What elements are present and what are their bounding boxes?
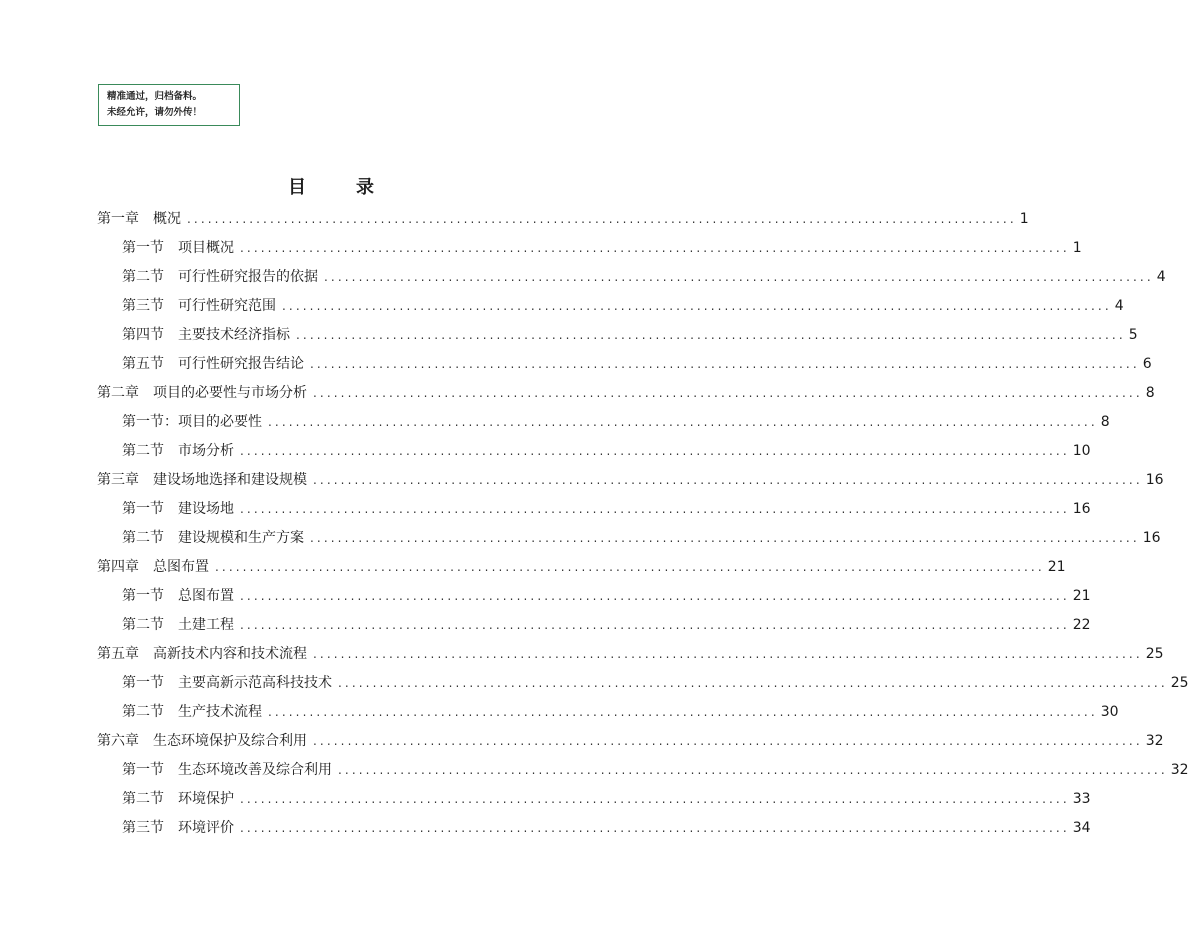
toc-page-number: 32 [1170, 762, 1189, 778]
toc-section-entry[interactable] [97, 756, 1189, 785]
toc-page-number: 8 [1145, 385, 1155, 401]
toc-page-number: 16 [1142, 530, 1161, 546]
toc-page-number: 21 [1047, 559, 1066, 575]
table-of-contents [97, 205, 1189, 843]
toc-chapter-entry[interactable] [97, 553, 1066, 582]
toc-entry-label: 第六章 生态环境保护及综合利用 [97, 733, 307, 749]
toc-dot-leader: ........................................................................................................................ [296, 328, 1126, 342]
toc-entry-label: 第二节 土建工程 [122, 617, 234, 633]
toc-entry-label: 第三章 建设场地选择和建设规模 [97, 472, 307, 488]
toc-dot-leader: ........................................................................................................................ [338, 676, 1168, 690]
toc-section-entry[interactable] [97, 234, 1082, 263]
toc-page-number: 16 [1145, 472, 1164, 488]
toc-dot-leader: ........................................................................................................................ [240, 792, 1070, 806]
stamp-line-2: 未经允许，请勿外传！ [107, 107, 203, 118]
toc-entry-label: 第一章 概况 [97, 211, 181, 227]
toc-dot-leader: ........................................................................................................................ [313, 473, 1143, 487]
page-title [0, 173, 662, 199]
toc-page-number: 32 [1145, 733, 1164, 749]
toc-entry-label: 第二章 项目的必要性与市场分析 [97, 385, 307, 401]
toc-page-number: 4 [1156, 269, 1166, 285]
toc-page-number: 1 [1072, 240, 1082, 256]
toc-dot-leader: ........................................................................................................................ [240, 821, 1070, 835]
toc-dot-leader: ........................................................................................................................ [268, 415, 1098, 429]
toc-page-number: 30 [1100, 704, 1119, 720]
toc-page-number: 21 [1072, 588, 1091, 604]
toc-section-entry[interactable] [97, 785, 1091, 814]
toc-dot-leader: ........................................................................................................................ [240, 502, 1070, 516]
toc-section-entry[interactable] [97, 698, 1119, 727]
toc-section-entry[interactable] [97, 408, 1110, 437]
toc-page-number: 25 [1170, 675, 1189, 691]
toc-dot-leader: ........................................................................................................................ [240, 241, 1070, 255]
toc-dot-leader: ........................................................................................................................ [310, 531, 1140, 545]
toc-page-number: 1 [1019, 211, 1029, 227]
toc-entry-label: 第一节 总图布置 [122, 588, 234, 604]
toc-dot-leader: ........................................................................................................................ [313, 734, 1143, 748]
toc-chapter-entry[interactable] [97, 205, 1029, 234]
toc-section-entry[interactable] [97, 437, 1091, 466]
toc-dot-leader: ........................................................................................................................ [187, 212, 1017, 226]
toc-entry-label: 第二节 环境保护 [122, 791, 234, 807]
toc-dot-leader: ........................................................................................................................ [240, 444, 1070, 458]
toc-dot-leader: ........................................................................................................................ [313, 386, 1143, 400]
toc-entry-label: 第五节 可行性研究报告结论 [122, 356, 304, 372]
toc-section-entry[interactable] [97, 669, 1189, 698]
toc-dot-leader: ........................................................................................................................ [215, 560, 1045, 574]
toc-page-number: 10 [1072, 443, 1091, 459]
toc-chapter-entry[interactable] [97, 727, 1164, 756]
toc-page-number: 25 [1145, 646, 1164, 662]
toc-section-entry[interactable] [97, 524, 1161, 553]
toc-dot-leader: ........................................................................................................................ [310, 357, 1140, 371]
title-left-char: 目 [288, 177, 306, 198]
stamp-line-1: 精准通过，归档备料。 [107, 91, 203, 102]
toc-section-entry[interactable] [97, 582, 1091, 611]
toc-section-entry[interactable] [97, 814, 1091, 843]
toc-page-number: 8 [1100, 414, 1110, 430]
toc-entry-label: 第二节 市场分析 [122, 443, 234, 459]
toc-entry-label: 第三节 可行性研究范围 [122, 298, 276, 314]
toc-page-number: 34 [1072, 820, 1091, 836]
toc-entry-label: 第一节：项目的必要性 [122, 414, 262, 430]
toc-dot-leader: ........................................................................................................................ [313, 647, 1143, 661]
toc-entry-label: 第一节 建设场地 [122, 501, 234, 517]
title-right-char: 录 [356, 177, 374, 198]
toc-page-number: 4 [1114, 298, 1124, 314]
toc-entry-label: 第二节 生产技术流程 [122, 704, 262, 720]
toc-entry-label: 第四节 主要技术经济指标 [122, 327, 290, 343]
toc-dot-leader: ........................................................................................................................ [240, 589, 1070, 603]
toc-entry-label: 第二节 建设规模和生产方案 [122, 530, 304, 546]
toc-section-entry[interactable] [97, 350, 1152, 379]
toc-dot-leader: ........................................................................................................................ [240, 618, 1070, 632]
toc-section-entry[interactable] [97, 292, 1124, 321]
toc-dot-leader: ........................................................................................................................ [268, 705, 1098, 719]
toc-page-number: 6 [1142, 356, 1152, 372]
toc-chapter-entry[interactable] [97, 379, 1155, 408]
toc-dot-leader: ........................................................................................................................ [282, 299, 1112, 313]
toc-entry-label: 第一节 主要高新示范高科技技术 [122, 675, 332, 691]
toc-entry-label: 第四章 总图布置 [97, 559, 209, 575]
toc-section-entry[interactable] [97, 321, 1138, 350]
toc-page-number: 33 [1072, 791, 1091, 807]
toc-section-entry[interactable] [97, 495, 1091, 524]
toc-entry-label: 第一节 生态环境改善及综合利用 [122, 762, 332, 778]
toc-chapter-entry[interactable] [97, 640, 1164, 669]
toc-chapter-entry[interactable] [97, 466, 1164, 495]
toc-entry-label: 第五章 高新技术内容和技术流程 [97, 646, 307, 662]
toc-section-entry[interactable] [97, 611, 1091, 640]
toc-entry-label: 第一节 项目概况 [122, 240, 234, 256]
toc-dot-leader: ........................................................................................................................ [324, 270, 1154, 284]
toc-dot-leader: ........................................................................................................................ [338, 763, 1168, 777]
toc-page-number: 22 [1072, 617, 1091, 633]
toc-entry-label: 第二节 可行性研究报告的依据 [122, 269, 318, 285]
toc-entry-label: 第三节 环境评价 [122, 820, 234, 836]
notice-stamp [98, 84, 240, 126]
toc-section-entry[interactable] [97, 263, 1166, 292]
toc-page-number: 16 [1072, 501, 1091, 517]
toc-page-number: 5 [1128, 327, 1138, 343]
